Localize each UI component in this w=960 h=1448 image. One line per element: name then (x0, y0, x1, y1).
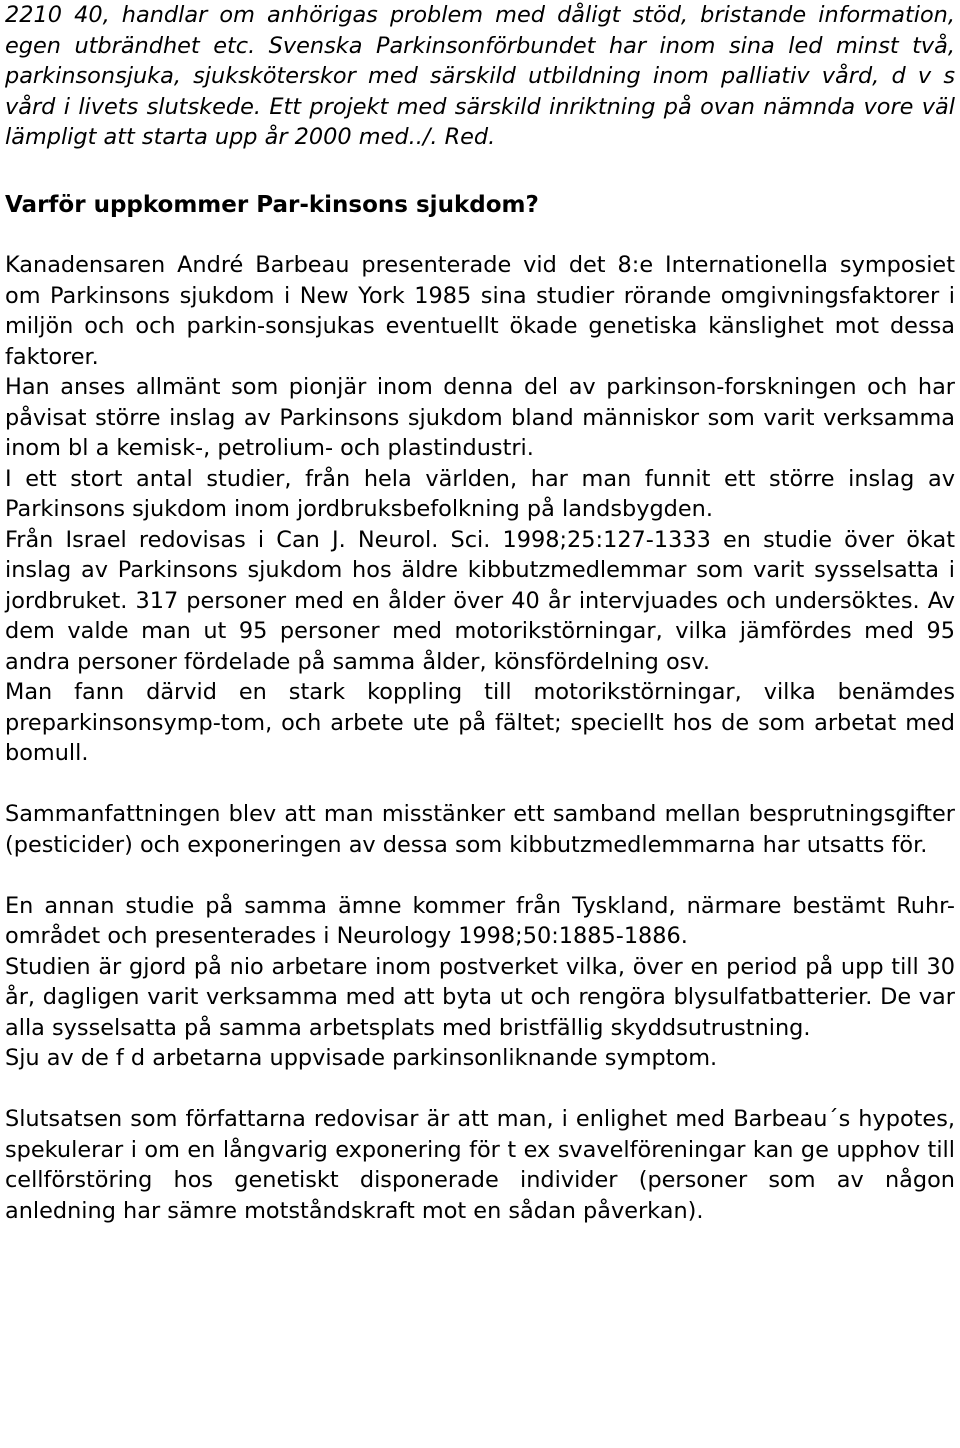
paragraph-findings: Man fann därvid en stark koppling till motorikstörningar, vilka benämdes preparkinsonsymp-tom, och arbete ute på fältet; speciellt hos de som arbetat med bomull. (5, 679, 955, 766)
section-heading: Varför uppkommer Par-kinsons sjukdom? (5, 191, 539, 218)
paragraph-barbeau: Kanadensaren André Barbeau presenterade vid det 8:e Internationella symposiet om Parkinsons sjukdom i New York 1985 sina studier rörande omgivningsfaktorer i miljön och och parkin-sonsjukas eventuellt ökade genetiska känslighet mot dessa faktorer. (5, 252, 955, 370)
paragraph-germany: En annan studie på samma ämne kommer från Tyskland, närmare bestämt Ruhr-området och presenterades i Neurology 1998;50:1885-1886. (5, 892, 955, 949)
paragraph-symptoms: Sju av de f d arbetarna uppvisade parkinsonliknande symptom. (5, 1045, 718, 1071)
paragraph-studies: I ett stort antal studier, från hela världen, har man funnit ett större inslag av Parkinsons sjukdom inom jordbruksbefolkning på landsbygden. (5, 465, 955, 522)
paragraph-conclusion: Slutsatsen som författarna redovisar är att man, i enlighet med Barbeau´s hypotes, spekulerar i om en långvarig exponering för t ex svavelföreningar kan ge upphov till cellförstöring hos genetiskt disponerade individer (personer som av någon anledning har sämre motståndskraft mot en sådan påverkan). (5, 1106, 955, 1224)
intro-paragraph: 2210 40, handlar om anhörigas problem med dåligt stöd, bristande information, egen utbrändhet etc. Svenska Parkinsonförbundet har inom sina led minst två, parkinsonsjuka, sjuksköterskor med särskild utbildning inom palliativ vård, d v s vård i livets slutskede. Ett projekt med särskild inriktning på ovan nämnda vore väl lämpligt att starta upp år 2000 med../. Red. (5, 2, 955, 150)
paragraph-pioneer: Han anses allmänt som pionjär inom denna del av parkinson-forskningen och har påvisat större inslag av Parkinsons sjukdom bland människor som varit verksamma inom bl a kemisk-, petrolium- och plastindustri. (5, 374, 955, 461)
document-page (5, 0, 955, 1226)
paragraph-postal-workers: Studien är gjord på nio arbetare inom postverket vilka, över en period på upp till 30 år, dagligen varit verksamma med att byta ut och rengöra blysulfatbatterier. De var alla sysselsatta på samma arbetsplats med bristfällig skyddsutrustning. (5, 953, 955, 1041)
paragraph-summary: Sammanfattningen blev att man misstänker ett samband mellan besprutningsgifter (pesticider) och exponeringen av dessa som kibbutzmedlemmarna har utsatts för. (5, 801, 955, 858)
paragraph-israel: Från Israel redovisas i Can J. Neurol. Sci. 1998;25:127-1333 en studie över ökat inslag av Parkinsons sjukdom hos äldre kibbutzmedlemmar som varit sysselsatta i jordbruket. 317 personer med en ålder över 40 år intervjuades och undersöktes. Av dem valde man ut 95 personer med motorikstörningar, vilka jämfördes med 95 andra personer fördelade på samma ålder, könsfördelning osv. (5, 526, 955, 675)
